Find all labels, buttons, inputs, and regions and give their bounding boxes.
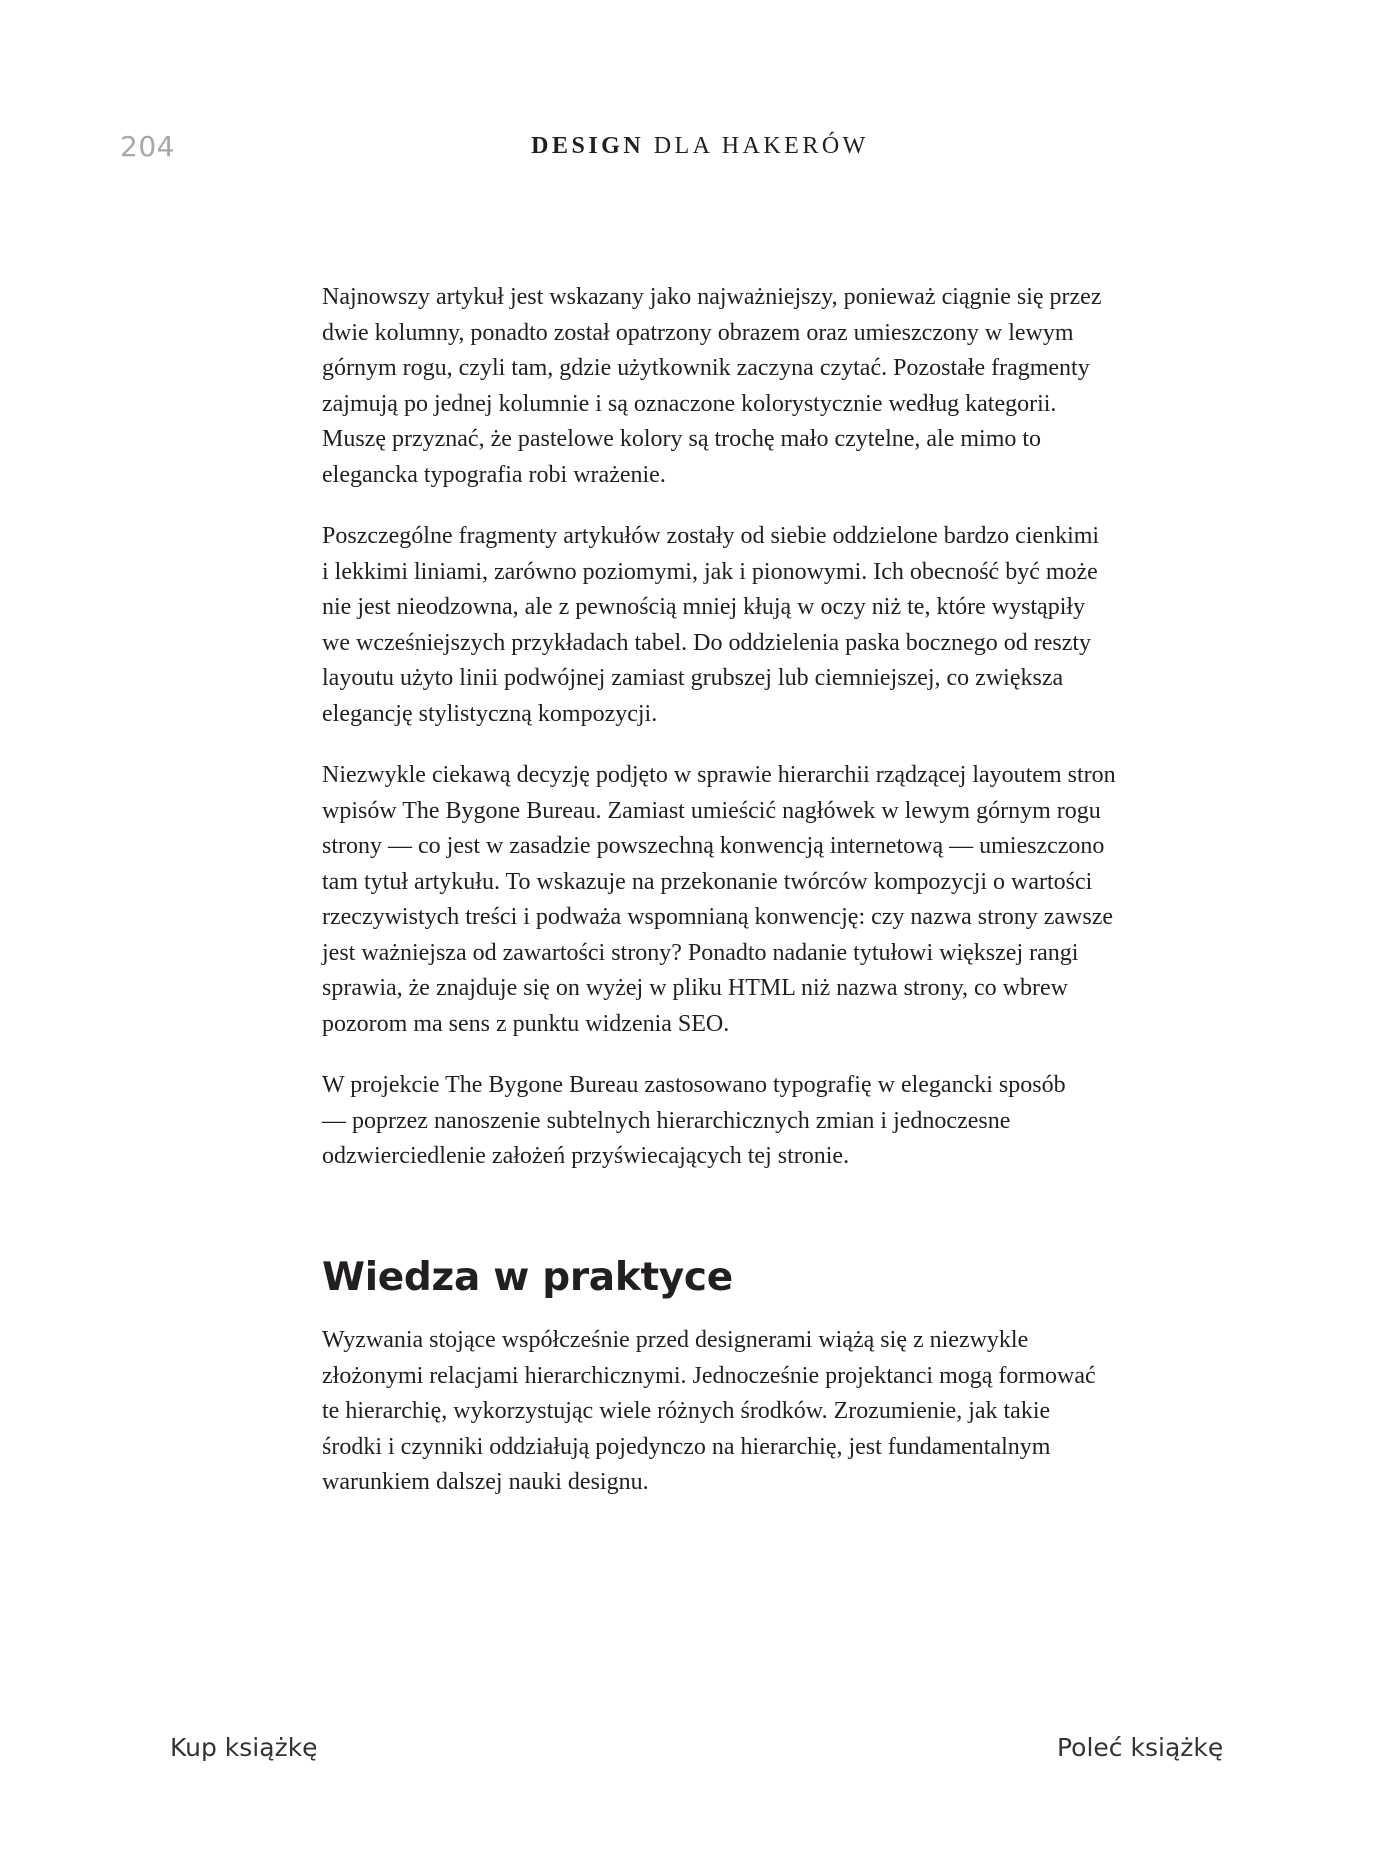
- section-paragraph: Wyzwania stojące współcześnie przed designerami wiążą się z niezwykle złożonymi relacjami hierarchicznymi. Jednocześnie projektanci mogą formować te hierarchię, wykorzystując wiele różnych środków. Zrozumienie, jak takie środki i czynniki oddziałują pojedynczo na hierarchię, jest fundamentalnym warunkiem dalszej nauki designu.: [322, 1327, 1096, 1495]
- running-header-bold: DESIGN: [531, 133, 645, 159]
- buy-book-link[interactable]: Kup książkę: [170, 1733, 318, 1762]
- body-text: [322, 280, 1182, 1201]
- paragraph: W projekcie The Bygone Bureau zastosowano typografię w elegancki sposób — poprzez nanoszenie subtelnych hierarchicznych zmian i jednoczesne odzwierciedlenie założeń przyświecających tej stronie.: [322, 1072, 1066, 1169]
- page-number: 204: [120, 130, 175, 163]
- running-header-rest: DLA HAKERÓW: [644, 133, 869, 159]
- paragraph: Niezwykle ciekawą decyzję podjęto w sprawie hierarchii rządzącej layoutem stron wpisów The Bygone Bureau. Zamiast umieścić nagłówek w lewym górnym rogu strony — co jest w zasadzie powszechną konwencją internetową — umieszczono tam tytuł artykułu. To wskazuje na przekonanie twórców kompozycji o wartości rzeczywistych treści i podważa wspomnianą konwencję: czy nazwa strony zawsze jest ważniejsza od zawartości strony? Ponadto nadanie tytułowi większej rangi sprawia, że znajduje się on wyżej w pliku HTML niż nazwa strony, co wbrew pozorom ma sens z punktu widzenia SEO.: [322, 762, 1116, 1037]
- running-header: [0, 133, 1400, 160]
- section-heading: Wiedza w praktyce: [322, 1255, 733, 1300]
- paragraph: Poszczególne fragmenty artykułów zostały od siebie oddzielone bardzo cienkimi i lekkimi liniami, zarówno poziomymi, jak i pionowymi. Ich obecność być może nie jest nieodzowna, ale z pewnością mniej kłują w oczy niż te, które wystąpiły we wcześniejszych przykładach tabel. Do oddzielenia paska bocznego od reszty layoutu użyto linii podwójnej zamiast grubszej lub ciemniejszej, co zwiększa elegancję stylistyczną kompozycji.: [322, 523, 1100, 727]
- recommend-book-link[interactable]: Poleć książkę: [1057, 1733, 1224, 1762]
- paragraph: Najnowszy artykuł jest wskazany jako najważniejszy, ponieważ ciągnie się przez dwie kolumny, ponadto został opatrzony obrazem oraz umieszczony w lewym górnym rogu, czyli tam, gdzie użytkownik zaczyna czytać. Pozostałe fragmenty zajmują po jednej kolumnie i są oznaczone kolorystycznie według kategorii. Muszę przyznać, że pastelowe kolory są trochę mało czytelne, ale mimo to elegancka typografia robi wrażenie.: [322, 284, 1102, 488]
